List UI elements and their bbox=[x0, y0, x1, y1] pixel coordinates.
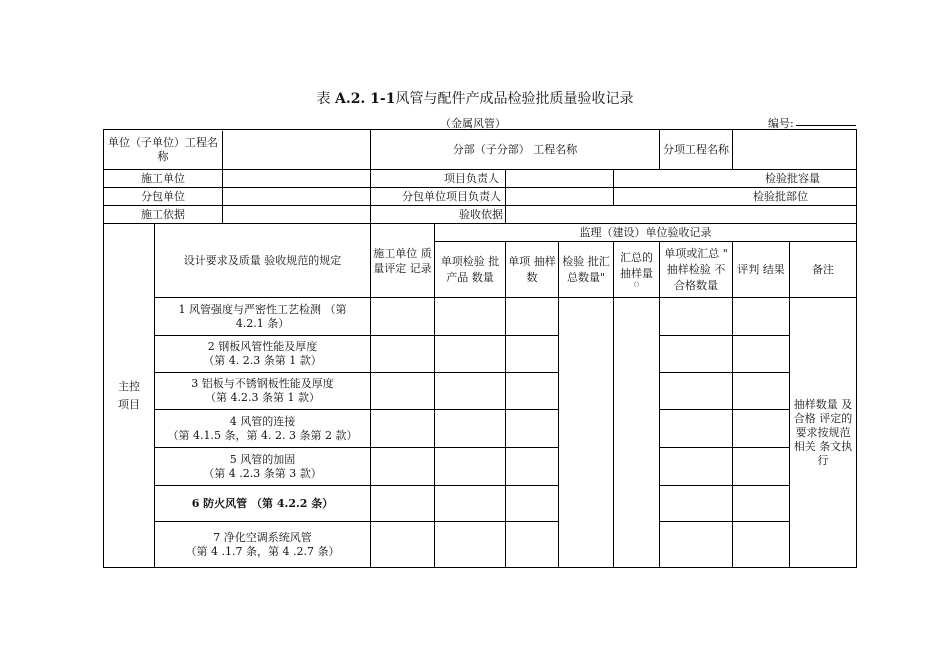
unit-name-value[interactable] bbox=[223, 131, 370, 169]
single-sample-cell[interactable] bbox=[506, 298, 559, 336]
batch-total-header: 检验 批汇总数量" bbox=[559, 242, 614, 298]
single-sample-cell[interactable] bbox=[506, 486, 559, 522]
self-eval-cell[interactable] bbox=[371, 336, 435, 373]
item-desc: 2 钢板风管性能及厚度 （第 4. 2.3 条第 1 款） bbox=[155, 336, 371, 373]
table-row bbox=[104, 298, 857, 336]
qualified-cell[interactable] bbox=[660, 373, 733, 410]
info-row-constructor bbox=[104, 170, 857, 188]
remark-cell: 抽样数量 及合格 评定的要求按规范相关 条文执行 bbox=[790, 298, 857, 568]
table-row bbox=[104, 373, 857, 410]
judge-cell[interactable] bbox=[733, 298, 790, 336]
unit-name-label: 单位（子单位）工程名称 bbox=[104, 131, 223, 169]
form-subtitle: （金属风管） bbox=[440, 117, 506, 130]
constructor-value[interactable] bbox=[223, 170, 370, 187]
self-eval-header: 施工单位 质量评定 记录 bbox=[371, 224, 435, 298]
pm-value[interactable] bbox=[506, 170, 614, 188]
main-control-label: 主控项目 bbox=[118, 379, 140, 411]
sum-sample-header-text: 汇总的抽样量 bbox=[620, 250, 654, 280]
basis-label: 施工依据 bbox=[104, 206, 223, 223]
single-qty-cell[interactable] bbox=[435, 336, 506, 373]
supervision-header: 监理（建设）单位验收记录 bbox=[435, 224, 857, 242]
pm-label: 项目负责人 bbox=[444, 171, 499, 185]
single-sample-cell[interactable] bbox=[506, 448, 559, 486]
basis-value[interactable] bbox=[223, 206, 370, 223]
sum-sample-header-note: （） bbox=[630, 281, 643, 289]
sub-item-label: 分项工程名称 bbox=[660, 130, 733, 170]
qualified-cell[interactable] bbox=[660, 486, 733, 522]
self-eval-cell[interactable] bbox=[371, 486, 435, 522]
single-sample-cell[interactable] bbox=[506, 522, 559, 568]
item-desc: 3 铝板与不锈钢板性能及厚度 （第 4.2.3 条第 1 款） bbox=[155, 373, 371, 410]
single-sample-cell[interactable] bbox=[506, 373, 559, 410]
item-desc: 4 风管的连接 （第 4.1.5 条，第 4. 2. 3 条第 2 款） bbox=[155, 410, 371, 448]
judge-cell[interactable] bbox=[733, 336, 790, 373]
judge-header: 评判 结果 bbox=[733, 242, 790, 298]
sum-sample-header bbox=[614, 242, 660, 298]
single-qty-cell[interactable] bbox=[435, 522, 506, 568]
single-qty-cell[interactable] bbox=[435, 410, 506, 448]
batch-capacity-label: 检验批容量 bbox=[614, 170, 857, 188]
single-sample-header: 单项 抽样 数 bbox=[506, 242, 559, 298]
info-row-basis bbox=[104, 206, 857, 224]
serial-number-field[interactable] bbox=[796, 125, 856, 126]
qualified-cell[interactable] bbox=[660, 336, 733, 373]
qualified-cell[interactable] bbox=[660, 298, 733, 336]
item-desc: 6 防火风管 （第 4.2.2 条） bbox=[155, 486, 371, 522]
qualified-cell[interactable] bbox=[660, 522, 733, 568]
item-desc: 7 净化空调系统风管 （第 4 .1.7 条，第 4 .2.7 条） bbox=[155, 522, 371, 568]
single-qty-cell[interactable] bbox=[435, 486, 506, 522]
pm-label-cell bbox=[371, 170, 506, 188]
serial-number-label: 编号: bbox=[768, 117, 794, 130]
table-row bbox=[104, 336, 857, 373]
item-desc: 1 风管强度与严密性工艺检测 （第 4.2.1 条） bbox=[155, 298, 371, 336]
judge-cell[interactable] bbox=[733, 373, 790, 410]
self-eval-cell[interactable] bbox=[371, 410, 435, 448]
subcontractor-value[interactable] bbox=[223, 188, 370, 205]
sub-pm-label: 分包单位项目负责人 bbox=[371, 188, 506, 206]
table-row bbox=[104, 522, 857, 568]
inspection-record-table bbox=[103, 129, 857, 568]
title-prefix: 表 bbox=[316, 91, 331, 107]
self-eval-cell[interactable] bbox=[371, 522, 435, 568]
sum-sample-cell[interactable] bbox=[614, 298, 660, 568]
batch-total-cell[interactable] bbox=[559, 298, 614, 568]
acceptance-basis-label: 验收依据 bbox=[371, 206, 506, 224]
info-row-unit bbox=[104, 130, 857, 170]
single-qty-cell[interactable] bbox=[435, 298, 506, 336]
design-req-header: 设计要求及质量 验收规范的规定 bbox=[155, 224, 371, 298]
constructor-label: 施工单位 bbox=[104, 170, 223, 187]
qualified-cell[interactable] bbox=[660, 410, 733, 448]
column-header-row-1 bbox=[104, 224, 857, 242]
sub-item-value[interactable] bbox=[733, 130, 857, 170]
form-title bbox=[0, 88, 950, 108]
judge-cell[interactable] bbox=[733, 522, 790, 568]
table-row bbox=[104, 410, 857, 448]
self-eval-cell[interactable] bbox=[371, 298, 435, 336]
sub-pm-value[interactable] bbox=[506, 188, 614, 206]
subcontractor-label: 分包单位 bbox=[104, 188, 223, 205]
item-desc: 5 风管的加固 （第 4 .2.3 条第 3 款） bbox=[155, 448, 371, 486]
single-qty-header: 单项检验 批产品 数量 bbox=[435, 242, 506, 298]
unit-name-cell bbox=[104, 130, 371, 170]
acceptance-basis-value[interactable] bbox=[506, 206, 857, 224]
table-row bbox=[104, 448, 857, 486]
main-control-label-cell bbox=[104, 224, 155, 568]
single-qty-cell[interactable] bbox=[435, 373, 506, 410]
title-code: A.2. 1-1 bbox=[334, 91, 396, 107]
single-qty-cell[interactable] bbox=[435, 448, 506, 486]
remark-header: 备注 bbox=[790, 242, 857, 298]
sub-department-label: 分部（子分部） 工程名称 bbox=[371, 130, 660, 170]
batch-part-label: 检验批部位 bbox=[614, 188, 857, 206]
table-row bbox=[104, 486, 857, 522]
self-eval-cell[interactable] bbox=[371, 448, 435, 486]
single-sample-cell[interactable] bbox=[506, 410, 559, 448]
judge-cell[interactable] bbox=[733, 486, 790, 522]
qualified-cell[interactable] bbox=[660, 448, 733, 486]
judge-cell[interactable] bbox=[733, 410, 790, 448]
title-text: 风管与配件产成品检验批质量验收记录 bbox=[395, 91, 634, 107]
qualified-header: 单项或汇总 " 抽样检验 不合格数量 bbox=[660, 242, 733, 298]
single-sample-cell[interactable] bbox=[506, 336, 559, 373]
self-eval-cell[interactable] bbox=[371, 373, 435, 410]
info-row-subcontractor bbox=[104, 188, 857, 206]
judge-cell[interactable] bbox=[733, 448, 790, 486]
